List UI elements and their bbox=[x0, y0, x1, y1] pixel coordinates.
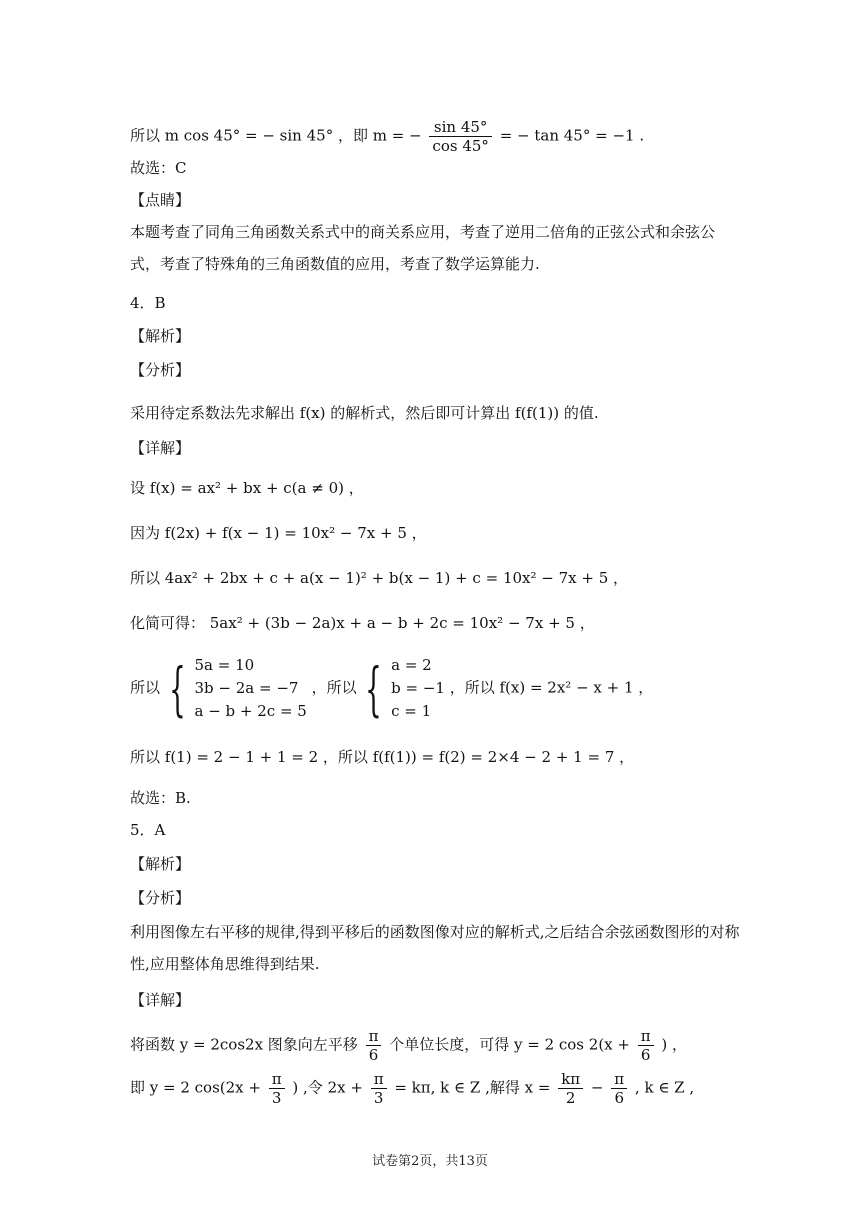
fraction bbox=[371, 1070, 387, 1107]
equation-line: 化简可得： 5ax² + (3b − 2a)x + a − b + 2c = 10x² − 7x + 5 ， bbox=[130, 614, 595, 632]
eq: b = −1 bbox=[391, 679, 445, 697]
section-heading: 【详解】 bbox=[130, 991, 191, 1009]
text: 所以 bbox=[130, 678, 161, 697]
eq: a − b + 2c = 5 bbox=[194, 702, 307, 720]
numerator: π bbox=[638, 1027, 654, 1046]
analysis-line: 采用待定系数法先求解出 f(x) 的解析式，然后即可计算出 f(f(1)) 的值. bbox=[130, 404, 599, 422]
question-number: 4．B bbox=[130, 294, 166, 312]
denominator: 2 bbox=[565, 1089, 576, 1107]
section-heading: 【分析】 bbox=[130, 889, 191, 907]
answer-line: 故选：B. bbox=[130, 789, 191, 807]
section-heading: 【解析】 bbox=[130, 855, 191, 873]
text: = kπ, k ∈ Z ,解得 x = bbox=[394, 1078, 551, 1097]
section-heading: 【分析】 bbox=[130, 361, 191, 379]
eq: 5a = 10 bbox=[194, 656, 255, 674]
comment-paragraph: 本题考查了同角三角函数关系式中的商关系应用，考查了逆用二倍角的正弦公式和余弦公式，考查了特殊角的三角函数值的应用，考查了数学运算能力. bbox=[130, 223, 716, 273]
equation-line: 设 f(x) = ax² + bx + c(a ≠ 0) ， bbox=[130, 479, 364, 497]
eq: a = 2 bbox=[391, 656, 432, 674]
fraction bbox=[429, 118, 491, 155]
text: 将函数 y = 2cos2x 图象向左平移 bbox=[130, 1035, 358, 1054]
text: ，所以 f(x) = 2x² − x + 1 ， bbox=[449, 678, 654, 697]
fraction bbox=[638, 1027, 654, 1064]
eq: c = 1 bbox=[391, 702, 432, 720]
equation-system bbox=[391, 654, 445, 723]
text: ) ， bbox=[661, 1035, 688, 1054]
symmetry-line bbox=[130, 1070, 694, 1107]
text: ) ,令 2x + bbox=[292, 1078, 363, 1097]
text: , k ∈ Z , bbox=[634, 1078, 695, 1097]
translation-line bbox=[130, 1027, 687, 1064]
text: 即 y = 2 cos(2x + bbox=[130, 1078, 261, 1097]
page-footer: 试卷第2页，共13页 bbox=[372, 1154, 488, 1169]
numerator: kπ bbox=[558, 1070, 583, 1089]
denominator: cos 45° bbox=[432, 137, 489, 155]
section-heading: 【详解】 bbox=[130, 439, 191, 457]
fraction bbox=[366, 1027, 382, 1064]
numerator: sin 45° bbox=[429, 118, 491, 137]
equation-line: 所以 f(1) = 2 − 1 + 1 = 2 ，所以 f(f(1)) = f(2) = 2×4 − 2 + 1 = 7 ， bbox=[130, 748, 635, 766]
numerator: π bbox=[371, 1070, 387, 1089]
answer-line: 故选：C bbox=[130, 159, 187, 177]
left-brace: { bbox=[168, 654, 186, 723]
fraction bbox=[611, 1070, 627, 1107]
denominator: 6 bbox=[640, 1046, 651, 1064]
section-heading: 【点睛】 bbox=[130, 191, 191, 209]
analysis-paragraph: 利用图像左右平移的规律,得到平移后的函数图像对应的解析式,之后结合余弦函数图形的对称性,应用整体角思维得到结果. bbox=[130, 923, 740, 973]
numerator: π bbox=[366, 1027, 382, 1046]
line-m-result bbox=[130, 118, 644, 155]
text: ，所以 bbox=[311, 678, 357, 697]
text: = − tan 45° = −1 . bbox=[499, 126, 645, 145]
left-brace: { bbox=[365, 654, 383, 723]
text: 所以 m cos 45° = − sin 45° ，即 m = − bbox=[130, 126, 422, 145]
denominator: 6 bbox=[368, 1046, 379, 1064]
question-number: 5．A bbox=[130, 821, 166, 839]
denominator: 3 bbox=[373, 1089, 384, 1107]
denominator: 6 bbox=[614, 1089, 624, 1107]
text: − bbox=[590, 1078, 604, 1097]
numerator: π bbox=[269, 1070, 285, 1089]
equation-line: 因为 f(2x) + f(x − 1) = 10x² − 7x + 5 ， bbox=[130, 524, 427, 542]
section-heading: 【解析】 bbox=[130, 327, 191, 345]
eq: 3b − 2a = −7 bbox=[194, 679, 299, 697]
equation-line: 所以 4ax² + 2bx + c + a(x − 1)² + b(x − 1) + c = 10x² − 7x + 5 ， bbox=[130, 569, 629, 587]
denominator: 3 bbox=[271, 1089, 282, 1107]
fraction bbox=[558, 1070, 583, 1107]
fraction bbox=[269, 1070, 285, 1107]
equation-system bbox=[194, 654, 306, 723]
numerator: π bbox=[611, 1070, 627, 1089]
text: 个单位长度，可得 y = 2 cos 2(x + bbox=[389, 1035, 630, 1054]
system-line bbox=[130, 654, 653, 723]
